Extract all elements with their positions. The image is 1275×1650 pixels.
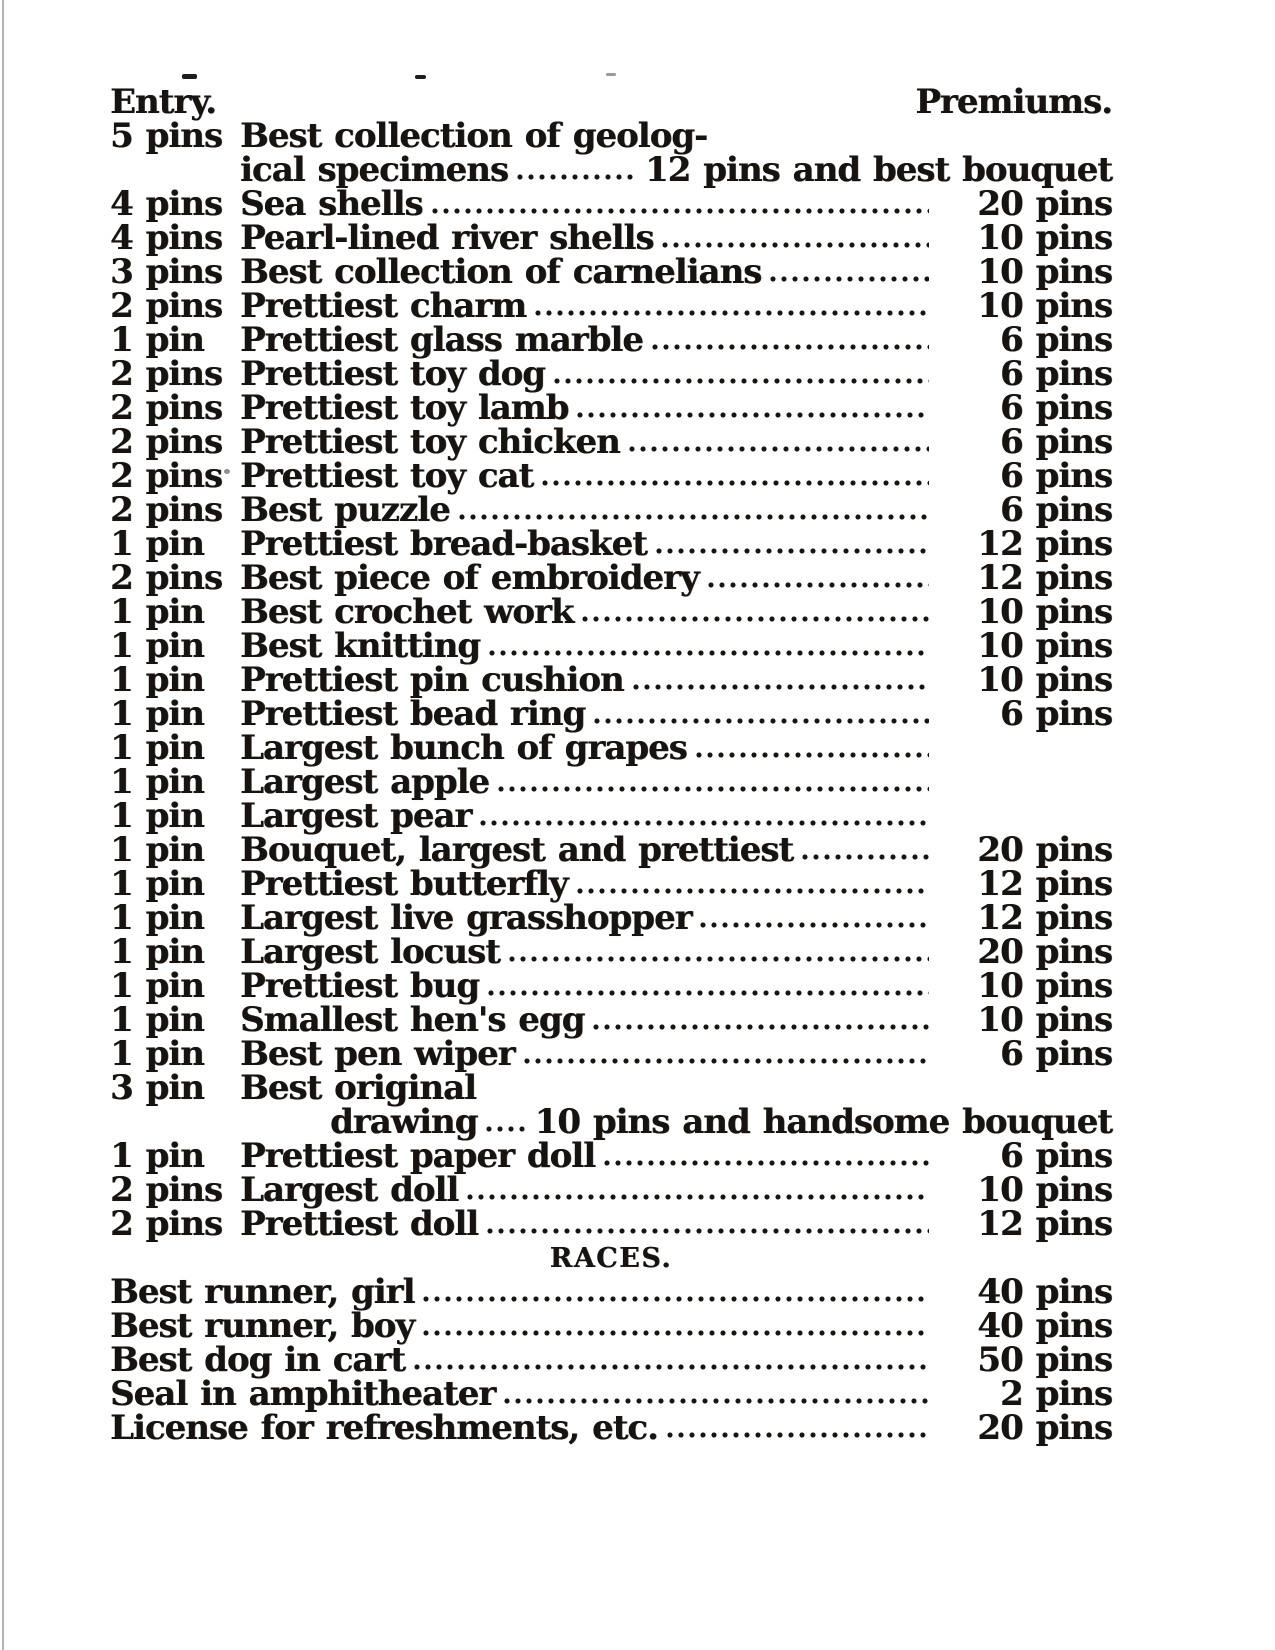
premium-cell: 12 pins: [977, 864, 1112, 904]
table-row-continuation: [110, 150, 1112, 190]
dot-leader: [577, 412, 929, 418]
item-label-continued: ical specimens: [240, 150, 509, 190]
premium-cell: 12 pins: [977, 898, 1112, 938]
item-label: Prettiest bead ring: [240, 694, 586, 734]
premium-cell: 6 pins: [999, 694, 1112, 734]
item-label: Prettiest toy cat: [240, 456, 534, 496]
scan-artifact-dash: [182, 74, 197, 79]
premium-cell: 6 pins: [999, 354, 1112, 394]
race-label: Best runner, boy: [110, 1306, 415, 1346]
table-row: [110, 1068, 1112, 1108]
premium-cell: 6 pins: [999, 388, 1112, 428]
table-row: [110, 626, 1112, 666]
item-label-continued: drawing: [330, 1102, 478, 1142]
premium-cell: 20 pins: [977, 830, 1112, 870]
column-header-row: [110, 82, 1112, 122]
table-row: [110, 252, 1112, 292]
scan-edge-line: [2, 0, 4, 1650]
item-label: Best collection of carnelians: [240, 252, 762, 292]
entry-cell: 2 pins: [110, 388, 223, 428]
entry-cell: 1 pin: [110, 320, 204, 360]
table-row: [110, 388, 1112, 428]
table-row: [110, 966, 1112, 1006]
item-label: Best crochet work: [240, 592, 574, 632]
premium-cell: 6 pins: [999, 1034, 1112, 1074]
premiums-column-header: Premiums.: [915, 82, 1112, 122]
items-list: [110, 116, 1112, 1244]
entry-column-header: Entry.: [110, 82, 216, 122]
entry-cell: 2 pins: [110, 490, 223, 530]
item-label: Best piece of embroidery: [240, 558, 699, 598]
table-row: [110, 456, 1112, 496]
table-row: [110, 932, 1112, 972]
item-label: Prettiest doll: [240, 1204, 479, 1244]
dot-leader: [696, 752, 929, 758]
premium-cell: 6 pins: [999, 422, 1112, 462]
item-label: Prettiest bread-basket: [240, 524, 647, 564]
dot-leader: [517, 174, 637, 180]
table-row: [110, 762, 1112, 802]
item-label: Largest apple: [240, 762, 490, 802]
race-row: [110, 1272, 1112, 1312]
dot-leader: [504, 1398, 929, 1404]
premium-cell: 10 pins: [977, 660, 1112, 700]
dot-leader: [414, 1364, 929, 1370]
entry-cell: 2 pins: [110, 1204, 223, 1244]
entry-cell: 1 pin: [110, 796, 204, 836]
item-label: Largest bunch of grapes: [240, 728, 687, 768]
race-row: [110, 1408, 1112, 1448]
dot-leader: [486, 1126, 526, 1132]
item-label: Best knitting: [240, 626, 481, 666]
item-label: Largest pear: [240, 796, 472, 836]
dot-leader: [582, 616, 929, 622]
premium-cell: [937, 799, 1112, 833]
table-row: [110, 660, 1112, 700]
dot-leader: [489, 650, 929, 656]
entry-cell: 1 pin: [110, 932, 204, 972]
premium-cell: 10 pins: [977, 1000, 1112, 1040]
table-row: [110, 592, 1112, 632]
dot-leader: [708, 582, 929, 588]
item-label: Prettiest toy lamb: [240, 388, 569, 428]
table-row: [110, 864, 1112, 904]
entry-cell: 2 pins: [110, 354, 223, 394]
dot-leader: [432, 208, 929, 214]
dot-leader: [509, 956, 929, 962]
premium-cell: 10 pins: [977, 286, 1112, 326]
item-label: Best original: [240, 1068, 476, 1108]
premium-list: [110, 82, 1112, 1448]
table-row: [110, 830, 1112, 870]
race-row: [110, 1340, 1112, 1380]
entry-cell: 4 pins: [110, 184, 223, 224]
scan-artifact-dash: [415, 75, 426, 79]
dot-leader: [802, 854, 929, 860]
entry-cell: 5 pins: [110, 116, 223, 156]
item-label: Prettiest pin cushion: [240, 660, 624, 700]
table-row: [110, 694, 1112, 734]
premium-cell: 10 pins: [977, 252, 1112, 292]
premium-cell: 12 pins: [977, 558, 1112, 598]
item-label: Largest doll: [240, 1170, 459, 1210]
dot-leader: [459, 514, 929, 520]
premium-cell: 6 pins: [999, 490, 1112, 530]
premium-cell: 20 pins: [977, 1408, 1112, 1448]
continuation-indent: [110, 1105, 330, 1139]
premium-cell: 10 pins: [977, 218, 1112, 258]
dot-leader: [554, 378, 929, 384]
table-row: [110, 898, 1112, 938]
entry-cell: 1 pin: [110, 660, 204, 700]
entry-cell: 1 pin: [110, 728, 204, 768]
race-row: [110, 1306, 1112, 1346]
table-row: [110, 286, 1112, 326]
entry-cell: 1 pin: [110, 694, 204, 734]
entry-cell: 1 pin: [110, 592, 204, 632]
premium-cell: 10 pins: [977, 1170, 1112, 1210]
dot-leader: [594, 718, 929, 724]
item-label: Prettiest glass marble: [240, 320, 643, 360]
premium-cell: 10 pins: [977, 966, 1112, 1006]
item-label: Largest locust: [240, 932, 500, 972]
premium-cell: 2 pins: [999, 1374, 1112, 1414]
premium-cell: 12 pins and best bouquet: [645, 150, 1112, 190]
premium-cell: 20 pins: [977, 184, 1112, 224]
premium-cell: 12 pins: [977, 1204, 1112, 1244]
entry-cell: 3 pins: [110, 252, 223, 292]
dot-leader: [656, 548, 929, 554]
entry-cell: 1 pin: [110, 966, 204, 1006]
entry-cell: 2 pins: [110, 1170, 223, 1210]
entry-cell: 4 pins: [110, 218, 223, 258]
dot-leader: [423, 1330, 929, 1336]
dot-leader: [542, 480, 929, 486]
entry-cell: 1 pin: [110, 524, 204, 564]
table-row: [110, 354, 1112, 394]
entry-cell: 1 pin: [110, 1136, 204, 1176]
item-label: Best pen wiper: [240, 1034, 515, 1074]
dot-leader: [467, 1194, 929, 1200]
dot-leader: [629, 446, 929, 452]
entry-cell: 1 pin: [110, 1000, 204, 1040]
premium-cell: 6 pins: [999, 320, 1112, 360]
item-label: Smallest hen's egg: [240, 1000, 585, 1040]
race-label: Seal in amphitheater: [110, 1374, 496, 1414]
table-row: [110, 320, 1112, 360]
premium-cell: 20 pins: [977, 932, 1112, 972]
dot-leader: [524, 1058, 929, 1064]
table-row: [110, 116, 1112, 156]
premium-cell: 40 pins: [977, 1272, 1112, 1312]
dot-leader: [604, 1160, 929, 1166]
race-label: Best dog in cart: [110, 1340, 405, 1380]
dot-leader: [535, 310, 929, 316]
table-row: [110, 218, 1112, 258]
premium-cell: 40 pins: [977, 1306, 1112, 1346]
premium-cell: 12 pins: [977, 524, 1112, 564]
item-label: Sea shells: [240, 184, 423, 224]
races-list: [110, 1272, 1112, 1448]
scan-artifact-dash: [606, 73, 616, 76]
race-label: License for refreshments, etc.: [110, 1408, 658, 1448]
entry-cell: 1 pin: [110, 898, 204, 938]
item-label: Best puzzle: [240, 490, 450, 530]
item-label: Prettiest paper doll: [240, 1136, 595, 1176]
entry-cell: 2 pins: [110, 286, 223, 326]
table-row-continuation: [110, 1102, 1112, 1142]
premium-cell: [937, 731, 1112, 765]
item-label: Best collection of geolog-: [240, 116, 708, 156]
table-row: [110, 1034, 1112, 1074]
table-row: [110, 490, 1112, 530]
item-label: Prettiest charm: [240, 286, 527, 326]
item-label: Prettiest toy dog: [240, 354, 545, 394]
premium-cell: 50 pins: [977, 1340, 1112, 1380]
table-row: [110, 1204, 1112, 1244]
dot-leader: [423, 1296, 929, 1302]
item-label: Prettiest bug: [240, 966, 480, 1006]
table-row: [110, 524, 1112, 564]
entry-cell: 2 pins: [110, 456, 223, 496]
dot-leader: [770, 276, 929, 282]
premium-cell: 10 pins: [977, 592, 1112, 632]
dot-leader: [652, 344, 929, 350]
table-row: [110, 184, 1112, 224]
dot-leader: [480, 820, 929, 826]
entry-cell: 1 pin: [110, 830, 204, 870]
item-label: Bouquet, largest and prettiest: [240, 830, 794, 870]
item-label: Pearl-lined river shells: [240, 218, 654, 258]
table-row: [110, 1000, 1112, 1040]
dot-leader: [700, 922, 929, 928]
item-label: Prettiest butterfly: [240, 864, 568, 904]
dot-leader: [667, 1432, 929, 1438]
premium-cell: [937, 765, 1112, 799]
table-row: [110, 422, 1112, 462]
dot-leader: [487, 1228, 929, 1234]
entry-cell: 2 pins: [110, 558, 223, 598]
entry-cell: 2 pins: [110, 422, 223, 462]
dot-leader: [633, 684, 929, 690]
races-section-title: RACES.: [549, 1243, 673, 1274]
table-row: [110, 796, 1112, 836]
dot-leader: [488, 990, 929, 996]
entry-cell: 1 pin: [110, 626, 204, 666]
dot-leader: [577, 888, 930, 894]
header-spacer: [216, 85, 915, 119]
table-row: [110, 1170, 1112, 1210]
item-label: Prettiest toy chicken: [240, 422, 620, 462]
entry-cell: 1 pin: [110, 1034, 204, 1074]
item-label: Largest live grasshopper: [240, 898, 692, 938]
premium-cell: 6 pins: [999, 1136, 1112, 1176]
race-label: Best runner, girl: [110, 1272, 415, 1312]
race-row: [110, 1374, 1112, 1414]
dot-leader: [662, 242, 929, 248]
entry-cell: 1 pin: [110, 864, 204, 904]
continuation-indent: [110, 153, 240, 187]
table-row: [110, 1136, 1112, 1176]
dot-leader: [593, 1024, 929, 1030]
entry-cell: 3 pin: [110, 1068, 204, 1108]
dot-leader: [498, 786, 929, 792]
premium-cell: 10 pins and handsome bouquet: [534, 1102, 1112, 1142]
entry-cell: 1 pin: [110, 762, 204, 802]
premium-cell: 10 pins: [977, 626, 1112, 666]
table-row: [110, 728, 1112, 768]
table-row: [110, 558, 1112, 598]
premium-cell: 6 pins: [999, 456, 1112, 496]
